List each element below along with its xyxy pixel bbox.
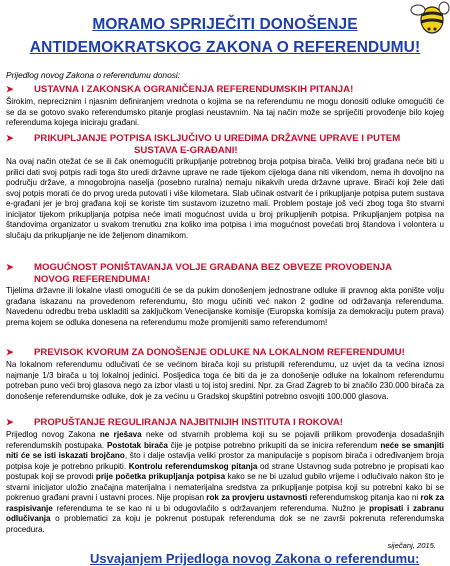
section-heading-2: ➤ PRIKUPLJANJE POTPISA ISKLJUČIVO U UREDIMA DRŽAVNE UPRAVE I PUTEM SUSTAVA E-GRAĐANI! xyxy=(6,133,401,156)
intro-text: Prijedlog novog Zakona o referendumu donosi: xyxy=(6,70,181,80)
red-arrow-icon: ➤ xyxy=(6,417,14,427)
section-heading-1: ➤ USTAVNA I ZAKONSKA OGRANIČENJA REFERENDUMSKIH PITANJA! xyxy=(6,84,354,95)
red-arrow-icon: ➤ xyxy=(6,133,14,143)
section-heading-3: ➤ MOGUĆNOST PONIŠTAVANJA VOLJE GRAĐANA BEZ OBVEZE PROVOĐENJA NOVOG REFERENDUMA! xyxy=(6,262,393,285)
section-body-5: Prijedlog novog Zakona ne rješava neke od stvarnih problema koji su se pojavili prilikom provođenja dosadašnjih referendumskih postupaka. Postotak birača čije je potpise potrebno prikupiti da se inicira referendum neće se smanjiti niti će se isti iskazati brojčano, što i dalje ostavlja veliki prostor za manipulacije s popisom birača i određivanjem broja potpisa koje je potrebno prikupiti. Kontrolu referendumskog pitanja od strane Ustavnog suda potrebno je propisati kao postupak koji se provodi prije početka prikupljanja potpisa kako se ne bi uzalud gubilo vrijeme i odlučivalo nakon što je stvarni inicijator uložio značajna materijalna i nematerijalna sredstva za prikupljanje potpisa koji su potrebni kako bi se pokrenuo građani pravni i ustavni proces. Nije propisan rok za provjeru ustavnosti referendumskog pitanja kao ni rok za raspisivanje referenduma te se kao ni u bi odugovlačilo s održavanjem referenduma. Nužno je propisati i zabranu odlučivanja o problematici za koju je pokrenut postupak referenduma dok se ne završi pokrenuta referendumska procedura. xyxy=(6,430,445,534)
section-body-2: Na ovaj način otežat će se ili čak onemogućiti prikupljanje potrebnog broja potpisa birača. Veliki broj građana neće biti u prilici dati svoj potpis radi toga što uredi državne uprave ne rade tijekom cijeloga dana niti vikendom, nema ih dovoljno na području države, a mnogobrojna naselja (posebno ruralna) nemaju nikakvih ureda državne uprave. Birači koji žele dati svoj potpis morati će do prvog ureda putovati i više kilometara. Slab učinak ostvarit će i prikupljanje potpisa putem sustava e-građani jer je broj građana koji se koriste tim sustavom izuzetno mali. Problem postaje još veći zbog toga što stvarni inicijator tijekom prikupljanja potpisa neće imati mogućnost uvida u broj prikupljenih potpisa. Prikupljanjem potpisa na štandovima organizator u svakom trenutku zna koliko ima potpisa i ima mogućnost povećati broj štandova i volontera u slučaju da prikupljanje ne ide željenom dinamikom. xyxy=(6,157,444,240)
page-title-line-1: MORAMO SPRIJEČITI DONOŠENJE xyxy=(92,16,358,33)
section-body-4: Na lokalnom referendumu odlučivati će se većinom birača koji su pristupili referendumu, uz uvjet da ta većina iznosi najmanje 1/3 birača u toj lokalnoj jedinici. Posljedica toga će biti da je za donošenje odluke na lokalnom referendumu potreban puno veći broj glasova nego za izbor vlasti u toj istoj sredini. Npr. za Grad Zagreb to bi značilo 230.000 birača za donošenje referendumske odluke, dok je za većinu u Gradskoj skupštini potrebno osvojiti 100.000 glasova. xyxy=(6,360,444,401)
section-heading-5: ➤ PROPUŠTANJE REGULIRANJA NAJBITNIJIH INSTITUTA I ROKOVA! xyxy=(6,417,343,428)
section-body-1: Širokim, nepreciznim i njasnim definiranjem vrednota o kojima se na referendumu ne mogu donositi odluke omogućiti će se da se gotovo svako referendumsko pitanje proglasi neustavnim. Na taj način može se spriječiti provođenje bilo kojeg referenduma kojega iniciraju građani. xyxy=(6,97,444,128)
red-arrow-icon: ➤ xyxy=(6,262,14,272)
bottom-heading: Usvajanjem Prijedloga novog Zakona o referendumu: xyxy=(90,551,420,566)
section-body-3: Tijelima državne ili lokalne vlasti omogućiti će se da pukim donošenjem jednostrane odluke ili pravnog akta ponište volju građana iskazanu na provedenom referendumu, što mogu učiniti već nakon 2 godine od održavanja referenduma. Navedenu odredbu treba uskladiti sa zaključkom Venecijanske komisije (Europska komisija za demokraciju putem prava) prema kojem se odluka donesena na referendumu može promijeniti samo referendumom! xyxy=(6,286,444,327)
red-arrow-icon: ➤ xyxy=(6,347,14,357)
red-arrow-icon: ➤ xyxy=(6,84,14,94)
date-label: siječanj, 2015. xyxy=(387,541,436,550)
page-title-line-2: ANTIDEMOKRATSKOG ZAKONA O REFERENDUMU! xyxy=(29,39,421,56)
section-heading-4: ➤ PREVISOK KVORUM ZA DONOŠENJE ODLUKE NA LOKALNOM REFERENDUMU! xyxy=(6,347,405,358)
